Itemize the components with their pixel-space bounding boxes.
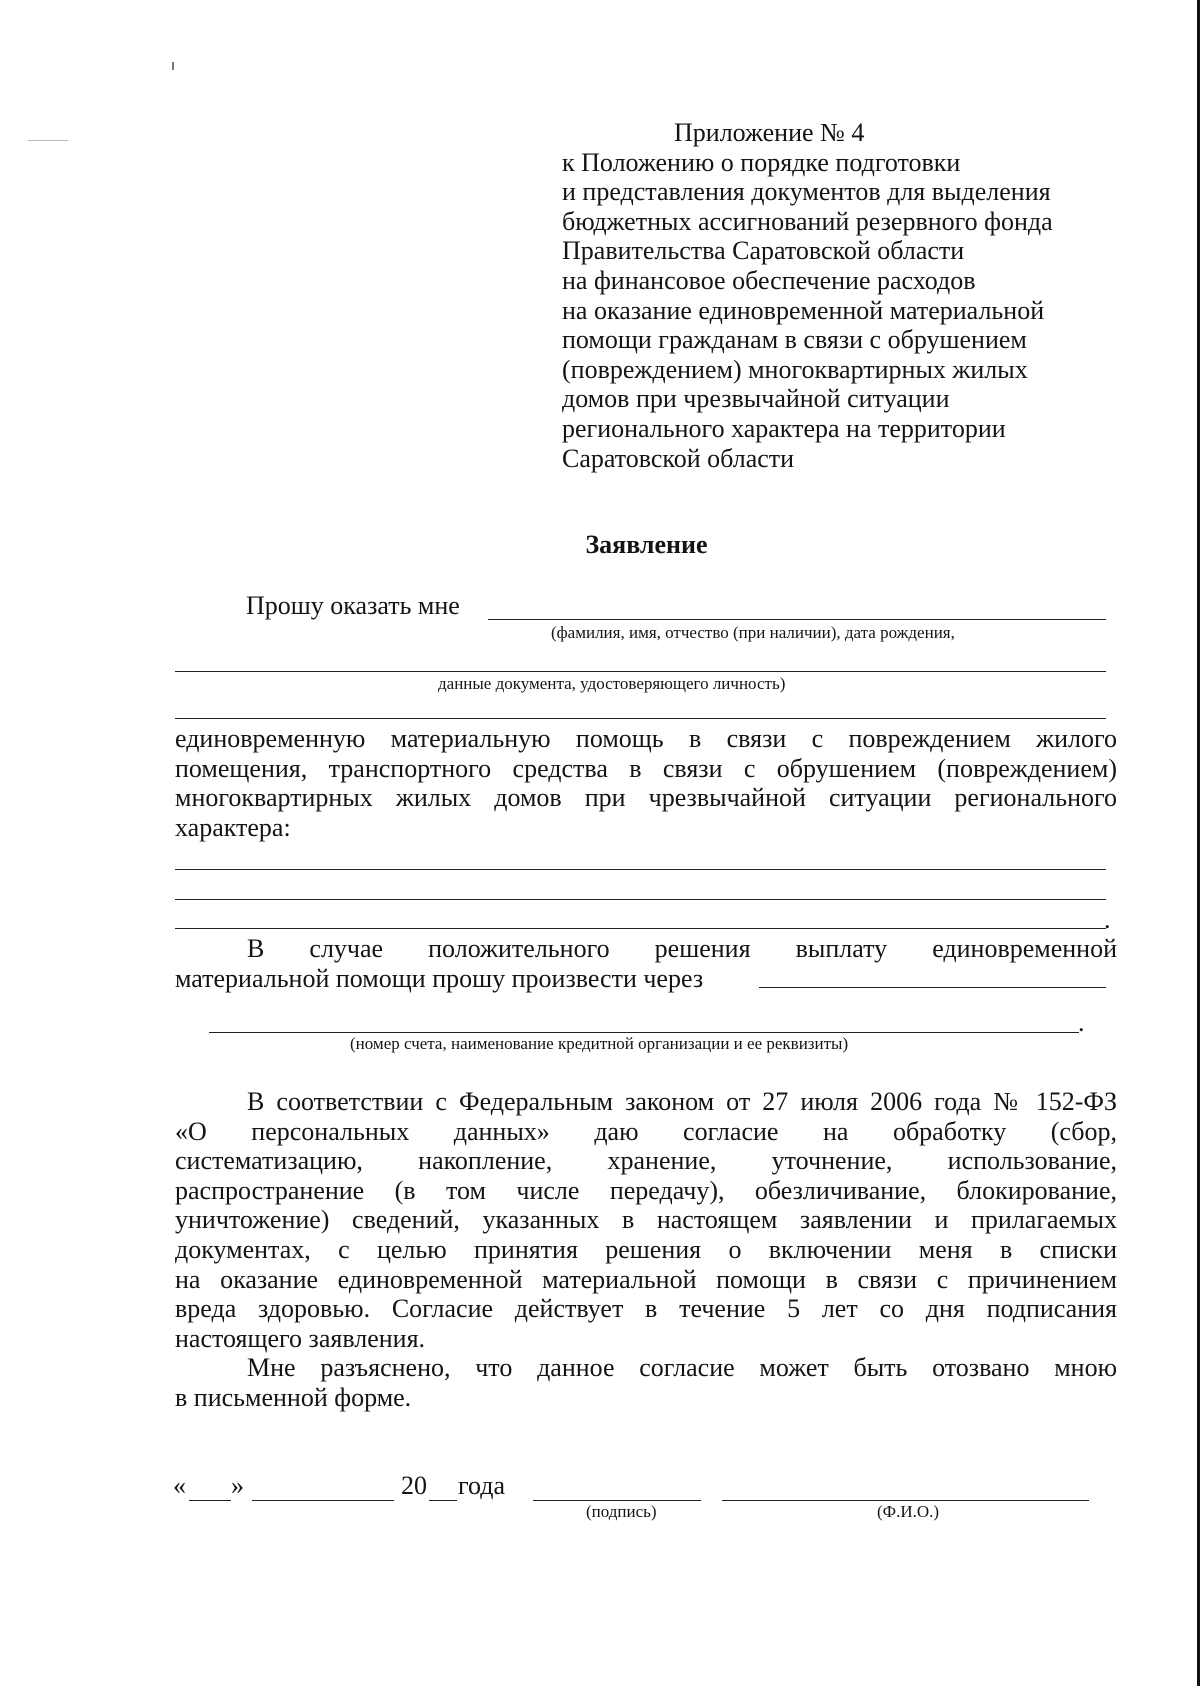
- consent-line: систематизацию, накопление, хранение, уточнение, использование,: [175, 1146, 1117, 1176]
- request-line: помещения, транспортного средства в связи с обрушением (повреждением): [175, 753, 1117, 783]
- request-paragraph: [175, 724, 1117, 842]
- request-line: единовременную материальную помощь в связи с повреждением жилого: [175, 724, 1117, 753]
- identity-extra-field[interactable]: [175, 718, 1106, 719]
- consent-line: распространение (в том числе передачу), обезличивание, блокирование,: [175, 1175, 1117, 1205]
- request-line: многоквартирных жилых домов при чрезвычайной ситуации регионального: [175, 783, 1117, 813]
- payment-line: В случае положительного решения выплату единовременной: [247, 934, 1117, 963]
- appendix-line: на финансовое обеспечение расходов: [562, 265, 976, 295]
- appendix-line: Саратовской области: [562, 443, 795, 473]
- end-mark: .: [1104, 905, 1111, 934]
- appendix-line: домов при чрезвычайной ситуации: [562, 384, 950, 414]
- full-name-caption: (Ф.И.О.): [877, 1502, 940, 1521]
- appendix-line: бюджетных ассигнований резервного фонда: [562, 206, 1053, 236]
- year-century: 20: [401, 1471, 427, 1500]
- payment-paragraph: [175, 934, 1117, 993]
- payment-method-field[interactable]: [759, 987, 1106, 988]
- consent-line: на оказание единовременной материальной помощи в связи с причинением: [175, 1264, 1117, 1294]
- consent-line: уничтожение) сведений, указанных в настоящем заявлении и прилагаемых: [175, 1205, 1117, 1235]
- date-close-quote: »: [231, 1471, 244, 1500]
- bank-details-caption: (номер счета, наименование кредитной организации и ее реквизиты): [350, 1034, 849, 1053]
- damage-details-field[interactable]: [175, 928, 1106, 929]
- year-word: года: [458, 1471, 506, 1500]
- appendix-line: и представления документов для выделения: [562, 177, 1051, 207]
- signature-field[interactable]: [533, 1500, 701, 1501]
- consent-line: документах, с целью принятия решения о включении меня в списки: [175, 1234, 1117, 1264]
- fullname-caption: (фамилия, имя, отчество (при наличии), дата рождения,: [551, 623, 955, 642]
- day-field[interactable]: [189, 1500, 231, 1501]
- revocation-line: в письменной форме.: [175, 1382, 412, 1412]
- appendix-line: на оказание единовременной материальной: [562, 295, 1045, 325]
- revocation-line: Мне разъяснено, что данное согласие может быть отозвано мною: [247, 1353, 1117, 1383]
- full-name-field[interactable]: [722, 1500, 1089, 1501]
- consent-paragraph: [175, 1087, 1117, 1413]
- appendix-line: к Положению о порядке подготовки: [562, 147, 961, 177]
- identity-document-field[interactable]: [175, 671, 1106, 672]
- consent-line: «О персональных данных» даю согласие на обработку (сбор,: [175, 1116, 1117, 1146]
- consent-line: настоящего заявления.: [175, 1323, 426, 1353]
- request-line: характера:: [175, 812, 291, 842]
- date-open-quote: «: [173, 1471, 186, 1500]
- signature-caption: (подпись): [586, 1502, 657, 1521]
- appendix-line: (повреждением) многоквартирных жилых: [562, 354, 1028, 384]
- fullname-field[interactable]: [488, 619, 1106, 620]
- damage-details-field[interactable]: [175, 899, 1106, 900]
- scan-speck: [28, 140, 68, 141]
- appendix-block: [562, 118, 1053, 473]
- document-heading: Заявление: [585, 530, 708, 559]
- request-lead: Прошу оказать мне: [246, 591, 460, 620]
- appendix-title: Приложение № 4: [674, 118, 865, 147]
- appendix-line: помощи гражданам в связи с обрушением: [562, 325, 1027, 355]
- payment-line: материальной помощи прошу произвести через: [175, 963, 704, 993]
- consent-line: В соответствии с Федеральным законом от 27 июля 2006 года № 152-ФЗ: [247, 1087, 1117, 1116]
- appendix-line: Правительства Саратовской области: [562, 236, 965, 266]
- end-mark: .: [1078, 1008, 1085, 1037]
- consent-line: вреда здоровью. Согласие действует в течение 5 лет со дня подписания: [175, 1294, 1117, 1324]
- damage-details-field[interactable]: [175, 869, 1106, 870]
- scan-speck: [172, 62, 174, 70]
- identity-caption: данные документа, удостоверяющего личность): [438, 674, 786, 693]
- bank-details-field[interactable]: [209, 1032, 1079, 1033]
- appendix-line: регионального характера на территории: [562, 413, 1006, 443]
- month-field[interactable]: [252, 1500, 394, 1501]
- year-field[interactable]: [429, 1500, 457, 1501]
